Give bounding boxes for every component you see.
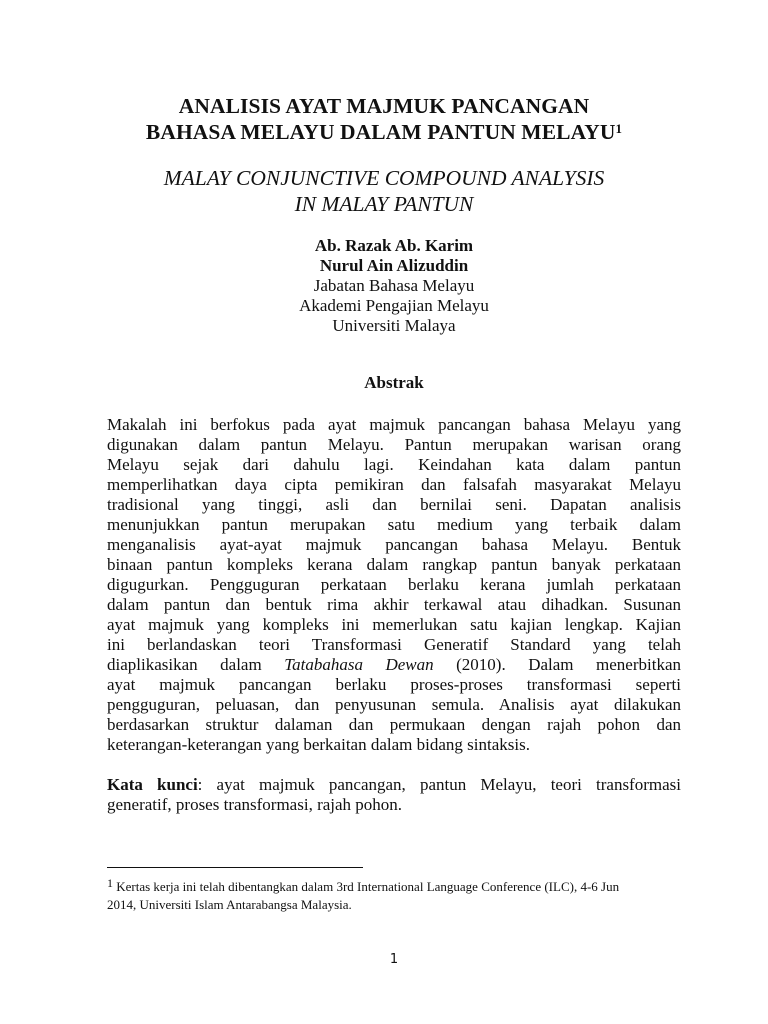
keywords-text: : ayat majmuk pancangan, pantun Melayu, teori transformasi [197, 775, 681, 794]
footnote-marker: 1 [107, 876, 113, 890]
abstract-line: berdasarkan struktur dalaman dan permukaan dengan rajah pohon dan [107, 715, 681, 734]
affiliation-department: Jabatan Bahasa Melayu [313, 276, 475, 295]
abstract-line: dalam pantun dan bentuk rima akhir terkawal atau dihadkan. Susunan [107, 595, 681, 614]
abstract-line: pengguguran, peluasan, dan penyusunan semula. Analisis ayat dilakukan [107, 695, 681, 714]
abstract-line: ini berlandaskan teori Transformasi Generatif Standard yang telah [107, 635, 681, 654]
abstract-line: menunjukkan pantun merupakan satu medium yang terbaik dalam [107, 515, 681, 534]
keywords-line-2: generatif, proses transformasi, rajah pohon. [107, 795, 403, 814]
abstract-line: menganalisis ayat-ayat majmuk pancangan bahasa Melayu. Bentuk [107, 535, 681, 554]
footnote-line-2: 2014, Universiti Islam Antarabangsa Malaysia. [107, 897, 352, 912]
abstract-line: Melayu sejak dari dahulu lagi. Keindahan kata dalam pantun [107, 455, 681, 474]
title-line-1 [0, 92, 768, 120]
affiliation-academy: Akademi Pengajian Melayu [299, 296, 489, 315]
author-1: Ab. Razak Ab. Karim [314, 236, 474, 255]
abstract-line-text: diaplikasikan dalam [107, 655, 262, 674]
keywords-line-1 [107, 775, 681, 795]
page-number: 1 [389, 952, 399, 967]
title-line-2 [0, 118, 768, 146]
title-text-1: ANALISIS AYAT MAJMUK PANCANGAN [178, 94, 590, 118]
abstract-line: ayat majmuk yang kompleks ini memerlukan satu kajian lengkap. Kajian [107, 615, 681, 634]
footnote-separator [107, 867, 363, 868]
abstract-line: tradisional yang tinggi, asli dan bernilai seni. Dapatan analisis [107, 495, 681, 514]
title-footnote-marker[interactable]: 1 [615, 121, 623, 136]
footnote-text: Kertas kerja ini telah dibentangkan dalam 3rd International Language Conference (ILC), 4-6 Jun [113, 879, 620, 894]
abstract-heading: Abstrak [364, 373, 424, 392]
keywords-label: Kata kunci [107, 775, 198, 794]
affiliation-university: Universiti Malaya [332, 316, 456, 335]
subtitle-line-2: IN MALAY PANTUN [294, 192, 474, 216]
book-title-italic: Tatabahasa Dewan [284, 655, 434, 674]
abstract-line: keterangan-keterangan yang berkaitan dalam bidang sintaksis. [107, 735, 530, 754]
abstract-line: digugurkan. Pengguguran perkataan berlaku kerana jumlah perkataan [107, 575, 681, 594]
abstract-line-with-italic [107, 655, 681, 675]
abstract-line: memperlihatkan daya cipta pemikiran dan falsafah masyarakat Melayu [107, 475, 681, 494]
abstract-line: digunakan dalam pantun Melayu. Pantun merupakan warisan orang [107, 435, 681, 454]
abstract-line: binaan pantun kompleks kerana dalam rangkap pantun banyak perkataan [107, 555, 681, 574]
footnote-line-1 [107, 878, 707, 896]
author-2: Nurul Ain Alizuddin [319, 256, 469, 275]
abstract-line: Makalah ini berfokus pada ayat majmuk pancangan bahasa Melayu yang [107, 415, 681, 434]
abstract-line: ayat majmuk pancangan berlaku proses-proses transformasi seperti [107, 675, 681, 694]
subtitle-line-1: MALAY CONJUNCTIVE COMPOUND ANALYSIS [163, 166, 605, 190]
abstract-line-text: (2010). Dalam menerbitkan [456, 655, 682, 674]
title-text-2: BAHASA MELAYU DALAM PANTUN MELAYU [145, 120, 616, 144]
